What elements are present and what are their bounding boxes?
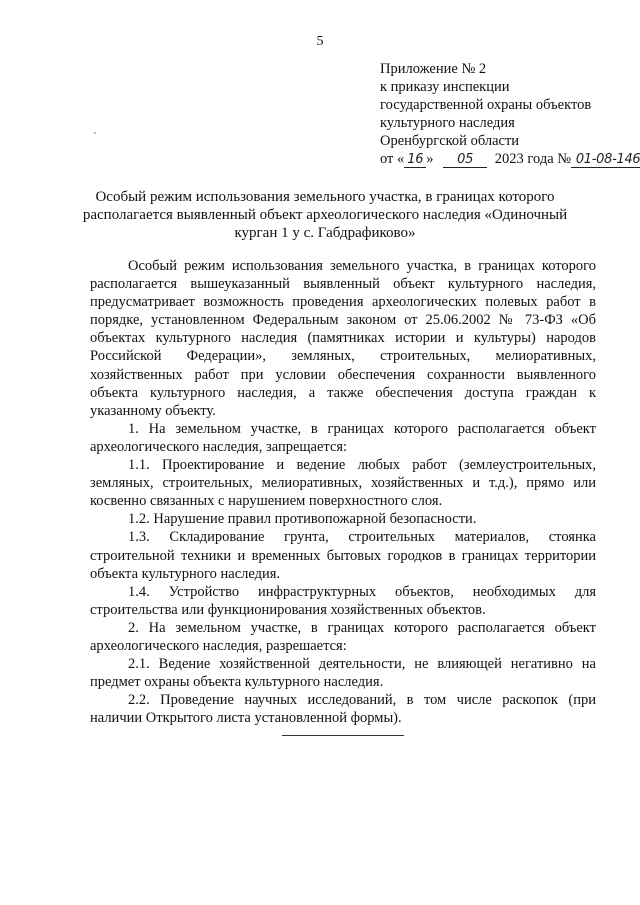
scan-dot <box>94 132 96 134</box>
item-1-3: 1.3. Складирование грунта, строительных материалов, стоянка строительной техники и временных бытовых городков в границах территории объекта культурного наследия. <box>90 529 596 582</box>
appendix-title: Приложение № 2 <box>380 61 487 77</box>
intro-paragraph: Особый режим использования земельного участка, в границах которого располагается вышеуказанный выявленный объект культурного наследия, предусматривает возможность проведения археологических полевых работ в порядке, установленном Федеральным законом от 25.06.2002 № 73-ФЗ «Об объектах культурного наследия (памятниках истории и культуры) народов Российской Федерации», земляных, строительных, мелиоративных, хозяйственных работ при условии обеспечения сохранности выявленного объекта культурного наследия, а также обеспечения доступа граждан к указанному объекту. <box>90 258 596 419</box>
item-1-2: 1.2. Нарушение правил противопожарной безопасности. <box>128 511 477 528</box>
appendix-line: Оренбургской области <box>380 133 520 149</box>
document-title: Особый режим использования земельного участка, в границах которого располагается выявленный объект археологического наследия «Одиночный курган 1 у с. Габдрафиково» <box>82 189 568 241</box>
handwritten-order-number: 01-08-146 <box>571 152 640 168</box>
page-number: 5 <box>316 34 324 49</box>
appendix-line: к приказу инспекции <box>380 79 510 95</box>
appendix-header <box>380 60 640 168</box>
order-date-line <box>380 150 640 168</box>
date-prefix: от « <box>380 151 405 167</box>
document-body <box>90 257 596 727</box>
appendix-line: государственной охраны объектов <box>380 97 592 113</box>
item-2: 2. На земельном участке, в границах которого располагается объект археологического наследия, разрешается: <box>90 619 596 654</box>
handwritten-day: 16 <box>404 152 426 168</box>
year-text: 2023 года № <box>494 151 572 167</box>
handwritten-month: 05 <box>443 152 487 168</box>
item-2-1: 2.1. Ведение хозяйственной деятельности, не влияющей негативно на предмет охраны объекта культурного наследия. <box>90 656 596 691</box>
end-divider <box>282 735 404 736</box>
item-1-4: 1.4. Устройство инфраструктурных объектов, необходимых для строительства или функционирования хозяйственных объектов. <box>90 583 596 618</box>
date-suffix: » <box>426 151 434 167</box>
item-2-2: 2.2. Проведение научных исследований, в том числе раскопок (при наличии Открытого листа установленной формы). <box>90 692 596 727</box>
item-1: 1. На земельном участке, в границах которого располагается объект археологического наследия, запрещается: <box>90 420 596 455</box>
appendix-line: культурного наследия <box>380 115 515 131</box>
item-1-1: 1.1. Проектирование и ведение любых работ (землеустроительных, земляных, строительных, мелиоративных, хозяйственных и т.д.), прямо или косвенно связанных с нарушением поверхностного слоя. <box>90 457 596 510</box>
